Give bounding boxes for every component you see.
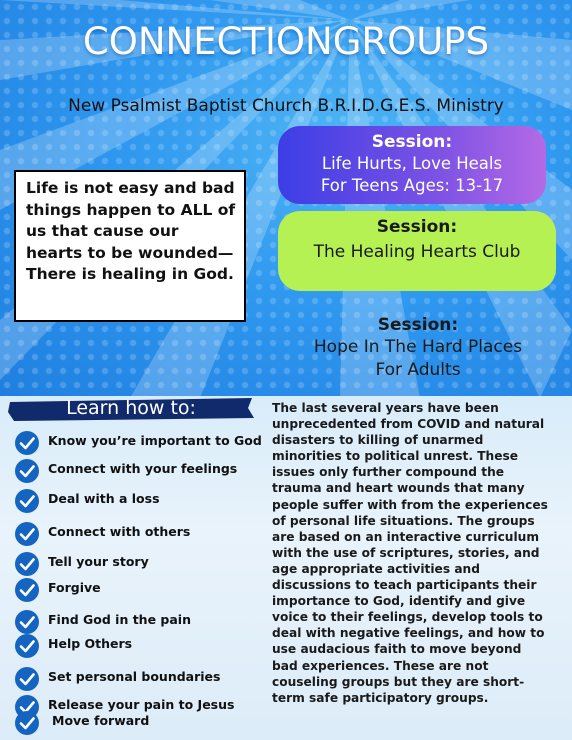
session-name: Hope In The Hard Places: [313, 337, 523, 357]
list-item-label: Tell your story: [48, 554, 149, 569]
check-circle-icon: [14, 609, 40, 635]
session-card-healing-hearts: [278, 211, 556, 291]
check-circle-icon: [14, 488, 40, 514]
session-heading: Session:: [377, 315, 459, 335]
description-line: unprecedented from COVID and natural: [272, 417, 545, 432]
check-circle-icon: [14, 666, 40, 692]
description-line: trauma and heart wounds that many: [272, 481, 525, 496]
check-circle-icon: [14, 458, 40, 484]
session-card-adults: [268, 314, 568, 382]
session-heading: Session:: [376, 217, 458, 237]
description-line: voice to their feelings, develop tools to: [272, 610, 543, 625]
page-title: CONNECTIONGROUPS: [82, 20, 490, 63]
description-line: issues only further compound the: [272, 465, 505, 480]
check-circle-icon: [14, 577, 40, 603]
description-text: [272, 400, 568, 706]
list-item-label: Help Others: [48, 636, 133, 651]
description-line: couseling groups but they are short-: [272, 674, 525, 689]
description-line: with the use of scriptures, stories, and: [272, 545, 540, 560]
description-line: use audacious faith to move beyond: [272, 642, 522, 657]
description-line: bad experiences. These are not: [272, 658, 489, 673]
description-line: age appropriate activities and: [272, 561, 480, 576]
description-line: people suffer with from the experiences: [272, 497, 548, 512]
learn-title: Learn how to:: [66, 397, 196, 419]
quote-box: Life is not easy and bad things happen to ALL of us that cause our hearts to be wounded—There is healing in God.: [14, 170, 246, 322]
description-line: term safe participatory groups.: [272, 690, 489, 705]
list-item-label: Deal with a loss: [48, 491, 160, 506]
session-audience: For Teens Ages: 13-17: [320, 176, 504, 195]
list-item-label: Move forward: [52, 713, 150, 728]
list-item-label: Set personal boundaries: [48, 669, 221, 684]
session-heading: Session:: [371, 132, 453, 152]
list-item-label: Find God in the pain: [48, 612, 191, 627]
session-audience: For Adults: [375, 360, 461, 380]
session-name: The Healing Hearts Club: [313, 242, 521, 262]
description-line: of personal life situations. The groups: [272, 513, 535, 528]
description-line: The last several years have been: [272, 401, 499, 415]
check-circle-icon: [14, 521, 40, 547]
list-item-label: Release your pain to Jesus: [48, 697, 235, 712]
description-line: minorities to political unrest. These: [272, 449, 519, 464]
description-line: importance to God, identify and give: [272, 594, 526, 609]
session-name: Life Hurts, Love Heals: [321, 154, 503, 173]
description-line: deal with negative feelings, and how to: [272, 626, 545, 641]
ministry-subtitle: New Psalmist Baptist Church B.R.I.D.G.E.S. Ministry: [68, 96, 504, 116]
session-card-teens: [278, 126, 546, 204]
check-circle-icon: [14, 710, 40, 736]
description-line: discussions to teach participants their: [272, 578, 537, 593]
check-circle-icon: [14, 633, 40, 659]
description-line: are based on an interactive curriculum: [272, 529, 540, 544]
learn-banner: [6, 396, 256, 422]
description-line: disasters to killing of unarmed: [272, 433, 484, 448]
list-item-label: Forgive: [48, 580, 101, 595]
list-item-label: Connect with your feelings: [48, 461, 238, 476]
check-circle-icon: [14, 430, 40, 456]
check-circle-icon: [14, 551, 40, 577]
list-item-label: Know you’re important to God: [48, 433, 262, 448]
list-item-label: Connect with others: [48, 524, 191, 539]
